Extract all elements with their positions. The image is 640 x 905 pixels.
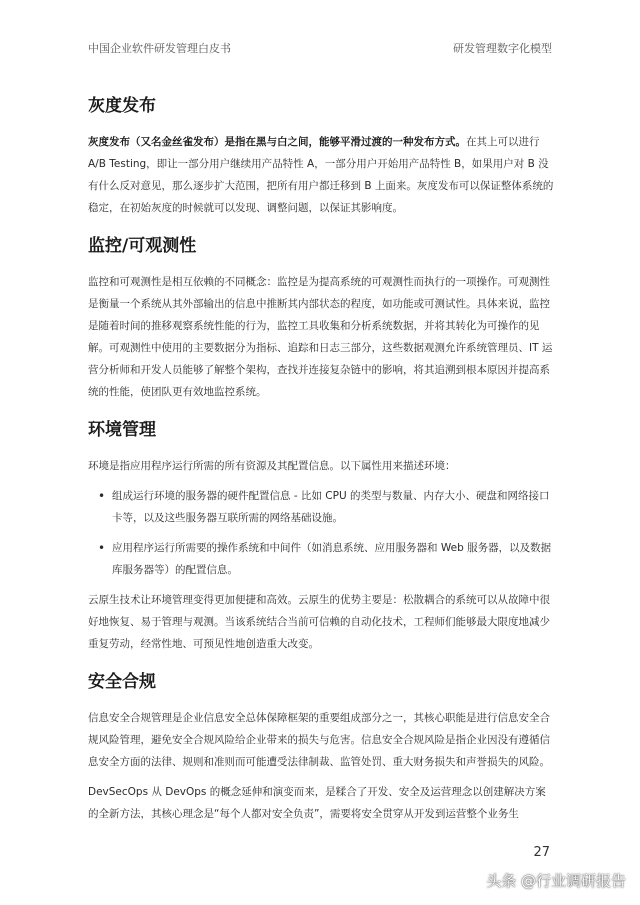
page-content [88,93,556,839]
gray-release-definition: 灰度发布（又名金丝雀发布）是指在黑与白之间，能够平滑过渡的一种发布方式。 [88,136,466,148]
environment-cloud-native-paragraph: 云原生技术让环境管理变得更加便捷和高效。云原生的优势主要是：松散耦合的系统可以从故障中很好地恢复、易于管理与观测。当该系统结合当前可信赖的自动化技术，工程师们能够最大限度地减少重复劳动，经常性地、可预见性地创造重大改变。 [88,594,550,650]
section-environment [88,417,556,655]
section-title-monitoring: 监控/可观测性 [88,236,197,256]
header-chapter-title: 研发管理数字化模型 [453,42,552,55]
environment-intro: 环境是指应用程序运行所需的所有资源及其配置信息。以下属性用来描述环境： [88,460,456,472]
watermark: 头条 @行业调研报告 [486,872,626,890]
monitoring-paragraph: 监控和可观测性是相互依赖的不同概念：监控是为提高系统的可观测性而执行的一项操作。可观测性是衡量一个系统从其外部输出的信息中推断其内部状态的程度，如功能或可测试性。具体来说，监控是随着时间的推移观察系统性能的行为，监控工具收集和分析系统数据，并将其转化为可操作的见解。可观测性中使用的主要数据分为指标、追踪和日志三部分，这些数据观测允许系统管理员、IT 运营分析师和开发人员能够了解整个架构，查找并连接复杂链中的影响，将其追溯到根本原因并提高系统的性能，使团队更有效地监控系统。 [88,276,553,398]
section-gray-release [88,93,556,219]
section-monitoring [88,233,556,403]
header-document-title: 中国企业软件研发管理白皮书 [88,42,231,55]
list-item: • 组成运行环境的服务器的硬件配置信息 - 比如 CPU 的类型与数量、内存大小、硬盘和网络接口卡等，以及这些服务器互联所需的网络基础设施。 [102,485,556,529]
list-item: • 应用程序运行所需要的操作系统和中间件（如消息系统、应用服务器和 Web 服务器，以及数据库服务器等）的配置信息。 [102,537,556,581]
section-security-compliance [88,669,556,825]
section-title-security: 安全合规 [88,672,156,692]
security-paragraph-2: DevSecOps 从 DevOps 的概念延伸和演变而来，是糅合了开发、安全及运营理念以创建解决方案的全新方法，其核心理念是“每个人都对安全负责”，需要将安全贯穿从开发到运营整个业务生 [88,786,546,820]
page-number: 27 [533,845,550,860]
gray-release-description: 在其上可以进行A/B Testing，即让一部分用户继续用产品特性 A，一部分用户开始用产品特性 B，如果用户对 B 没有什么反对意见，那么逐步扩大范围，把所有用户都迁移到 B 上面来。灰度发布可以保证整体系统的稳定，在初始灰度的时候就可以发现、调整问题，以保证其影响度。 [88,136,554,214]
security-paragraph-1: 信息安全合规管理是企业信息安全总体保障框架的重要组成部分之一，其核心职能是进行信息安全合规风险管理，避免安全合规风险给企业带来的损失与危害。信息安全合规风险是指企业因没有遵循信息安全方面的法律、规则和准则而可能遭受法律制裁、监管处罚、重大财务损失和声誉损失的风险。 [88,712,550,768]
page-header [88,40,552,56]
gray-release-paragraph [88,131,556,219]
section-title-gray-release: 灰度发布 [88,96,156,116]
section-title-environment: 环境管理 [88,420,156,440]
environment-attribute-list [88,485,556,581]
